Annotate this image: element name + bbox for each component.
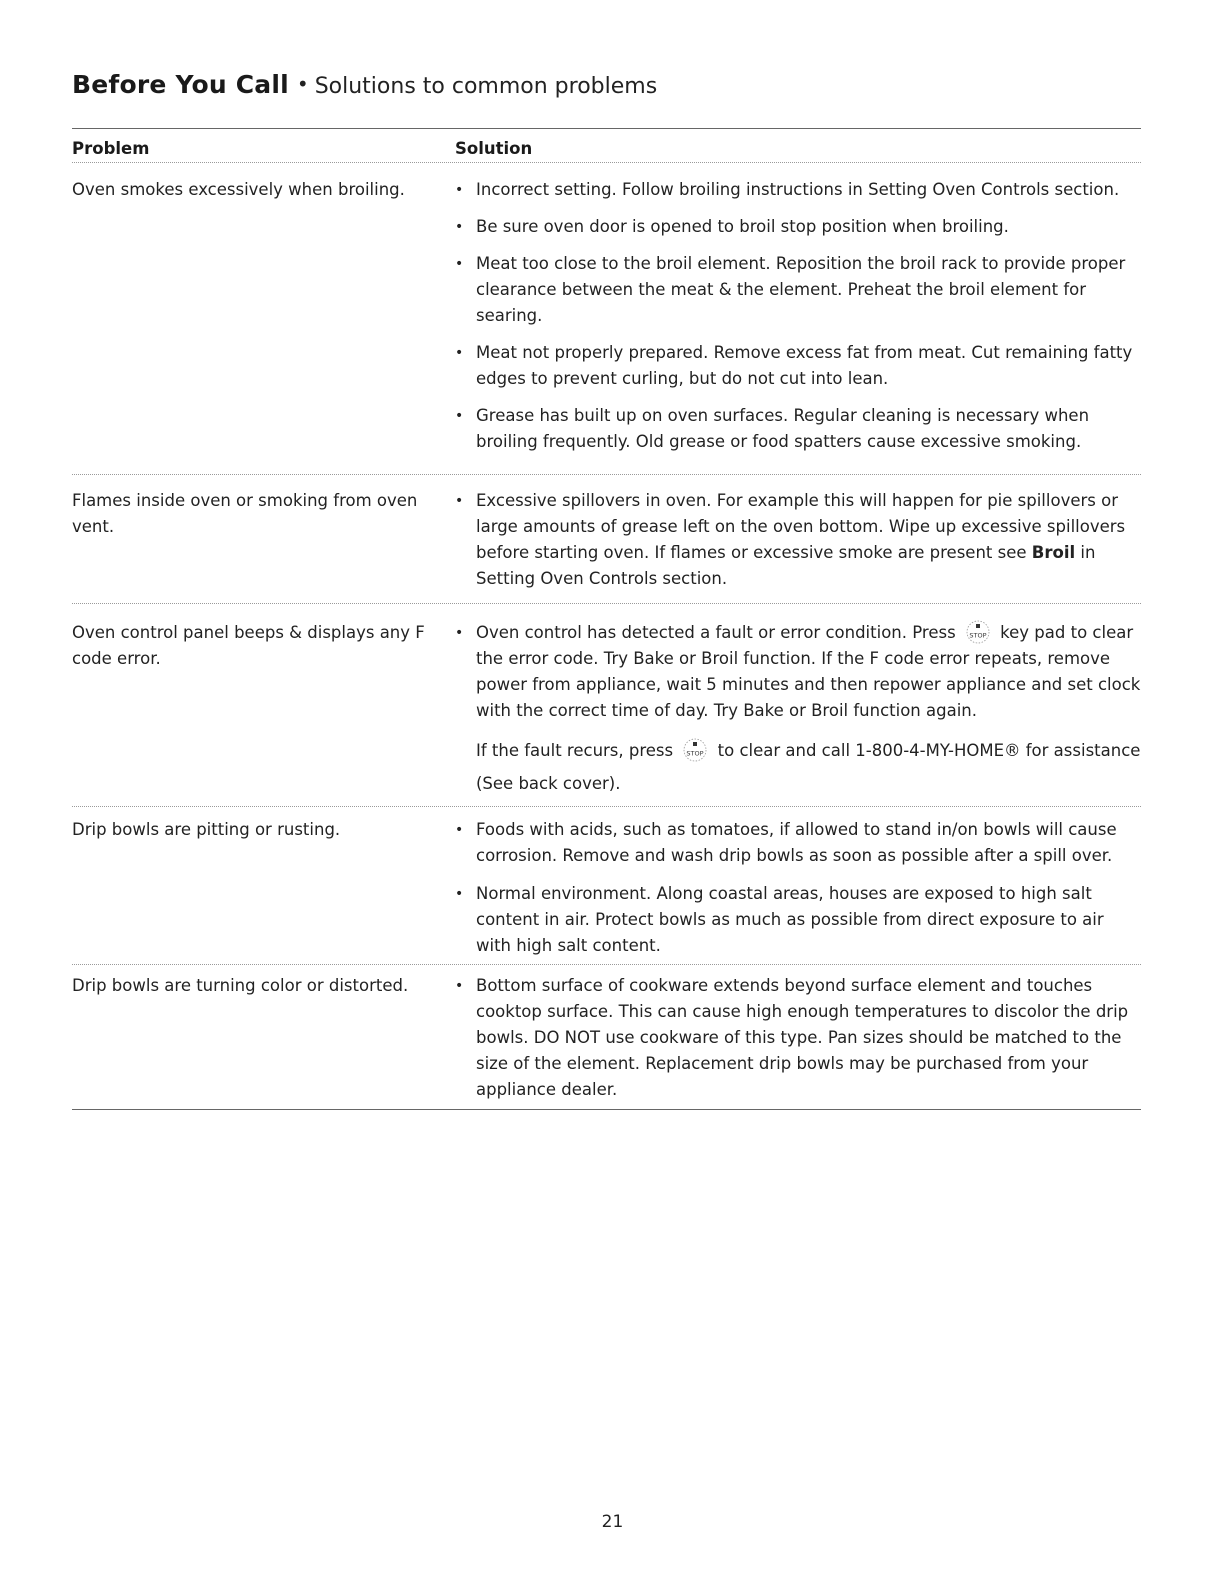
table-row xyxy=(72,965,1141,1109)
table-row xyxy=(72,807,1141,965)
broil-keyword: Broil xyxy=(1031,543,1076,562)
solution-text: Foods with acids, such as tomatoes, if allowed to stand in/on bowls will cause corrosion. Remove and wash drip bowls as soon as possible after a spill over. xyxy=(476,820,1117,865)
solution-cell xyxy=(455,177,1141,455)
solution-item xyxy=(455,251,1141,329)
page-number: 21 xyxy=(601,1512,624,1532)
bullet-icon: • xyxy=(455,345,464,361)
solution-text: Be sure oven door is opened to broil stop position when broiling. xyxy=(476,217,1009,236)
troubleshooting-table xyxy=(72,128,1141,1110)
bullet-icon: • xyxy=(455,219,464,235)
solution-text: Grease has built up on oven surfaces. Regular cleaning is necessary when broiling frequently. Old grease or food spatters cause excessive smoking. xyxy=(476,406,1090,451)
solution-text: If the fault recurs, press xyxy=(476,741,674,760)
page-title: Before You Call xyxy=(72,70,289,99)
solution-text: Oven control has detected a fault or error condition. Press xyxy=(476,623,956,642)
column-header-problem: Problem xyxy=(72,139,150,158)
solution-item xyxy=(455,488,1141,592)
solution-text: key pad to clear the error code. Try Bake or Broil function. If the F code error repeats, remove power from appliance, wait 5 minutes and then repower appliance and set clock with the correct time of day. Try Bake or Broil function again. xyxy=(476,623,1141,720)
solution-text: in Setting Oven Controls section. xyxy=(476,543,1096,588)
solution-text: Excessive spillovers in oven. For example this will happen for pie spillovers or large amounts of grease left on the oven bottom. Wipe up excessive spillovers before starting oven. If flames or excessive smoke are present see xyxy=(476,491,1126,562)
table-row xyxy=(72,604,1141,807)
bullet-icon: • xyxy=(455,408,464,424)
problem-cell: Drip bowls are pitting or rusting. xyxy=(72,820,341,839)
solution-item xyxy=(455,973,1141,1103)
solution-text: Incorrect setting. Follow broiling instructions in Setting Oven Controls section. xyxy=(476,180,1120,199)
stop-key-label: STOP xyxy=(969,631,987,640)
solution-item xyxy=(455,881,1141,959)
solution-item xyxy=(455,177,1141,203)
bullet-icon: • xyxy=(455,493,464,509)
bullet-icon: • xyxy=(455,182,464,198)
table-row xyxy=(72,475,1141,604)
title-separator: • xyxy=(296,72,309,96)
page-header xyxy=(72,70,657,99)
problem-cell: Drip bowls are turning color or distorted. xyxy=(72,976,409,995)
problem-cell: Oven control panel beeps & displays any F code error. xyxy=(72,623,425,668)
solution-cell xyxy=(455,973,1141,1103)
solution-cell xyxy=(455,817,1141,959)
problem-cell: Oven smokes excessively when broiling. xyxy=(72,180,405,199)
bullet-icon: • xyxy=(455,256,464,272)
solution-item xyxy=(455,403,1141,455)
table-header xyxy=(72,129,1141,163)
stop-key-label: STOP xyxy=(686,749,704,758)
solution-text: Bottom surface of cookware extends beyond surface element and touches cooktop surface. This can cause high enough temperatures to discolor the drip bowls. DO NOT use cookware of this type. Pan sizes should be matched to the size of the element. Replacement drip bowls may be purchased from your appliance dealer. xyxy=(476,976,1129,1099)
page-subtitle: Solutions to common problems xyxy=(314,74,658,99)
solution-item xyxy=(455,214,1141,240)
bullet-icon: • xyxy=(455,978,464,994)
stop-key-icon xyxy=(680,738,710,762)
problem-cell: Flames inside oven or smoking from oven vent. xyxy=(72,491,418,536)
solution-item xyxy=(455,620,1141,724)
solution-text: Meat not properly prepared. Remove excess fat from meat. Cut remaining fatty edges to prevent curling, but do not cut into lean. xyxy=(476,343,1133,388)
solution-text: Meat too close to the broil element. Reposition the broil rack to provide proper clearance between the meat & the element. Preheat the broil element for searing. xyxy=(476,254,1126,325)
solution-cell xyxy=(455,488,1141,592)
solution-item xyxy=(455,817,1141,869)
solution-item xyxy=(455,734,1141,800)
bullet-icon: • xyxy=(455,886,464,902)
bullet-icon: • xyxy=(455,822,464,838)
column-header-solution: Solution xyxy=(455,139,533,158)
solution-text: Normal environment. Along coastal areas, houses are exposed to high salt content in air. Protect bowls as much as possible from direct exposure to air with high salt content. xyxy=(476,884,1104,955)
solution-cell xyxy=(455,620,1141,800)
solution-item xyxy=(455,340,1141,392)
stop-key-icon xyxy=(963,620,993,644)
table-row xyxy=(72,163,1141,475)
bullet-icon: • xyxy=(455,625,464,641)
solution-text: to clear and call 1-800-4-MY-HOME® for assistance (See back cover). xyxy=(476,741,1141,793)
